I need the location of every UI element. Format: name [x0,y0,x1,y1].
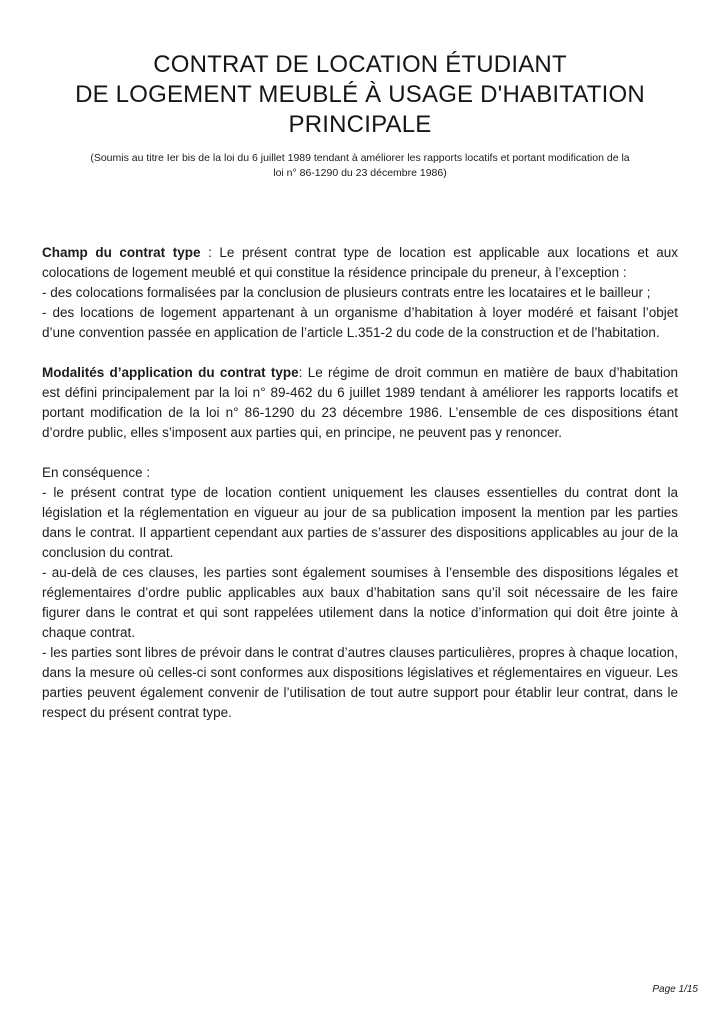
paragraph-modalites-lead: Modalités d’application du contrat type [42,365,299,380]
paragraph-champ-text: : Le présent contrat type de location est applicable aux locations et aux colocations de logement meublé et qui constitue la résidence principale du preneur, à l’exception : [42,245,678,280]
section-modalites-application [42,363,678,443]
paragraph-consequence-heading: En conséquence : [42,465,151,480]
document-title [0,50,720,140]
document-title-line-2: DE LOGEMENT MEUBLÉ À USAGE D'HABITATION [75,81,645,108]
paragraph-consequence-item-1: - le présent contrat type de location contient uniquement les clauses essentielles du contrat dont la législation et la réglementation en vigueur au jour de sa publication imposent la mention par les parties dans le contrat. Il appartient cependant aux parties de s’assurer des dispositions applicables au jour de la conclusion du contrat. [42,485,678,560]
document-subtitle-line-1: (Soumis au titre Ier bis de la loi du 6 juillet 1989 tendant à améliorer les rapports locatifs et portant modification de la [90,152,630,164]
paragraph-consequence-item-3: - les parties sont libres de prévoir dans le contrat d’autres clauses particulières, propres à chaque location, dans la mesure où celles-ci sont conformes aux dispositions législatives et réglementaires en vigueur. Les parties peuvent également convenir de l’utilisation de tout autre support pour établir leur contrat, dans le respect du présent contrat type. [42,645,678,720]
document-body [42,243,678,723]
page-number: Page 1/15 [652,984,698,995]
document-subtitle-line-2: loi n° 86-1290 du 23 décembre 1986) [273,167,447,179]
paragraph-champ-intro [42,243,678,283]
section-en-consequence [42,463,678,723]
paragraph-champ-lead: Champ du contrat type [42,245,201,260]
paragraph-modalites [42,363,678,443]
paragraph-modalites-text: : Le régime de droit commun en matière de baux d’habitation est défini principalement par la loi n° 89-462 du 6 juillet 1989 tendant à améliorer les rapports locatifs et portant modification de la loi n° 86-1290 du 23 décembre 1986. L’ensemble de ces dispositions étant d’ordre public, elles s’imposent aux parties qui, en principe, ne peuvent pas y renoncer. [42,365,678,440]
section-champ-du-contrat-type [42,243,678,343]
document-title-line-3: PRINCIPALE [288,111,432,138]
paragraph-consequence-item-2: - au-delà de ces clauses, les parties sont également soumises à l’ensemble des dispositions légales et réglementaires d’ordre public applicables aux baux d’habitation sans qu’il soit nécessaire de les faire figurer dans le contrat et qui sont rappelées utilement dans la notice d’information qui doit être jointe à chaque contrat. [42,565,678,640]
document-subtitle [0,151,720,181]
paragraph-champ-item-1: - des colocations formalisées par la conclusion de plusieurs contrats entre les locataires et le bailleur ; [42,285,651,300]
document-title-line-1: CONTRAT DE LOCATION ÉTUDIANT [153,51,567,78]
paragraph-champ-item-2: - des locations de logement appartenant à un organisme d’habitation à loyer modéré et faisant l’objet d’une convention passée en application de l’article L.351-2 du code de la construction et de l’habitation. [42,305,678,340]
